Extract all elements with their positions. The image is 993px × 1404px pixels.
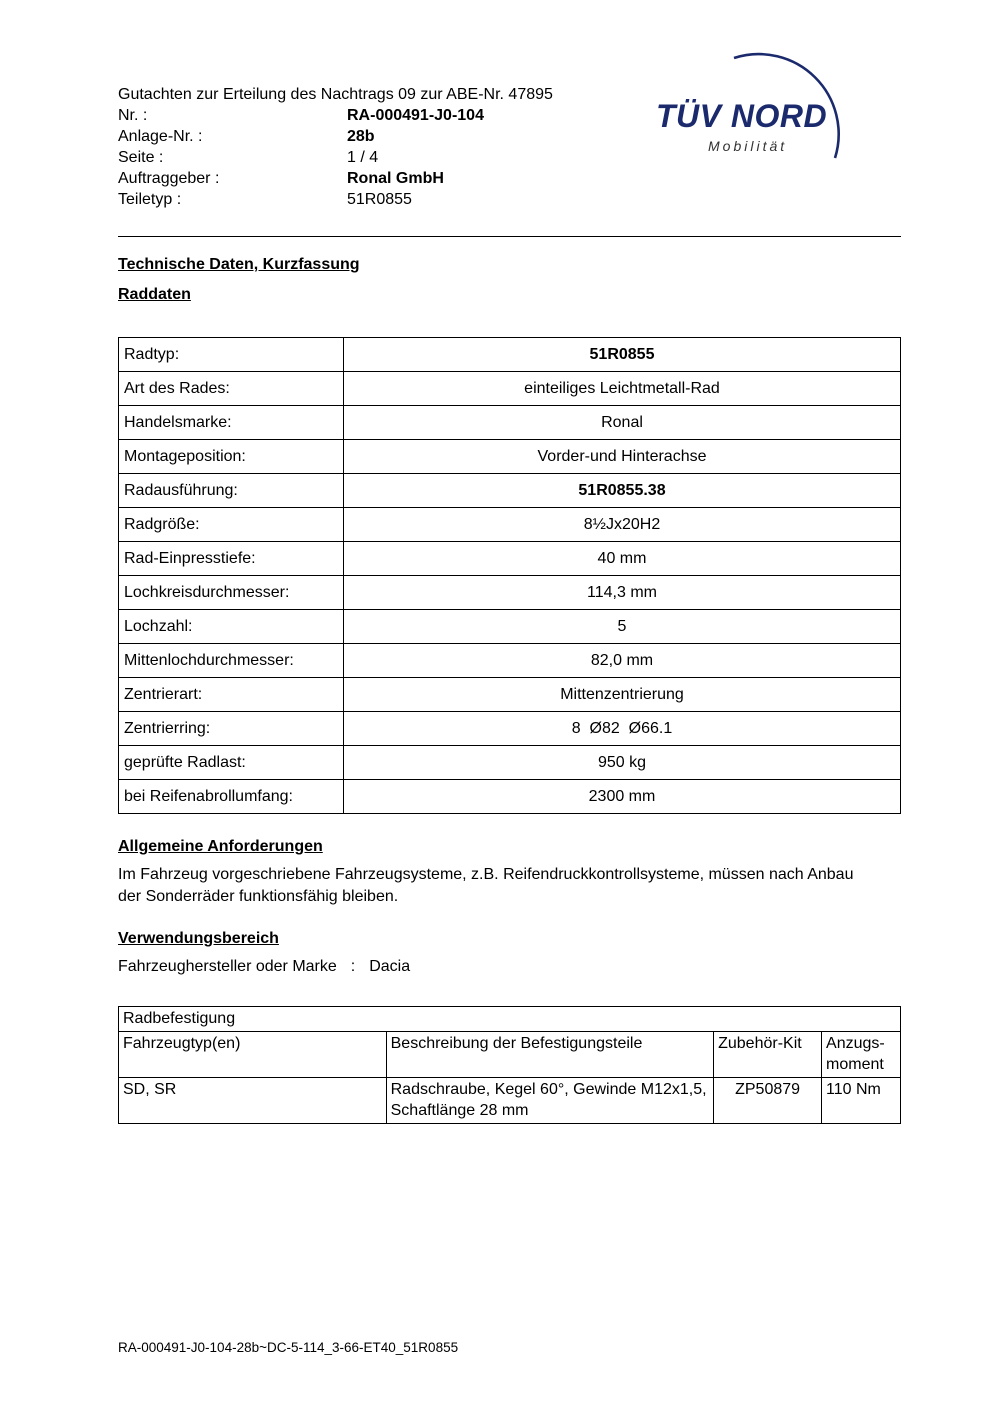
header-value-nr: RA-000491-J0-104 [347, 107, 484, 124]
verwendung-colon: : [350, 958, 356, 975]
raddaten-value: 8½Jx20H2 [344, 508, 901, 542]
heading-raddaten: Raddaten [118, 286, 191, 303]
raddaten-value: Vorder-und Hinterachse [344, 440, 901, 474]
raddaten-label: Radausführung: [119, 474, 344, 508]
radbefestigung-title: Radbefestigung [119, 1007, 901, 1032]
column-header-beschreibung: Beschreibung der Befestigungsteile [386, 1032, 713, 1078]
raddaten-label: Rad-Einpresstiefe: [119, 542, 344, 576]
header-label-auftraggeber: Auftraggeber : [118, 170, 220, 187]
raddaten-value: 5 [344, 610, 901, 644]
allgemeine-anforderungen-text: Im Fahrzeug vorgeschriebene Fahrzeugsysteme, z.B. Reifendruckkontrollsysteme, müssen nach Anbau der Sonderräder funktionsfähig bleiben. [118, 866, 854, 905]
raddaten-label: geprüfte Radlast: [119, 746, 344, 780]
heading-technische-daten: Technische Daten, Kurzfassung [118, 256, 360, 273]
table-row [119, 780, 901, 814]
verwendung-line [118, 958, 901, 976]
raddaten-label: Montageposition: [119, 440, 344, 474]
header-divider [118, 236, 901, 237]
header-label-nr: Nr. : [118, 107, 148, 124]
verwendung-label: Fahrzeughersteller oder Marke [118, 958, 337, 975]
raddaten-label: Mittenlochdurchmesser: [119, 644, 344, 678]
table-row [119, 440, 901, 474]
column-header-fahrzeugtyp: Fahrzeugtyp(en) [119, 1032, 387, 1078]
raddaten-table [118, 337, 901, 814]
table-row [119, 406, 901, 440]
raddaten-value: 51R0855 [344, 338, 901, 372]
raddaten-label: Radtyp: [119, 338, 344, 372]
cell-beschreibung: Radschraube, Kegel 60°, Gewinde M12x1,5, Schaftlänge 28 mm [386, 1078, 713, 1124]
table-row [119, 1007, 901, 1032]
raddaten-value: 950 kg [344, 746, 901, 780]
raddaten-value: 114,3 mm [344, 576, 901, 610]
column-header-zubehoer-kit: Zubehör-Kit [714, 1032, 822, 1078]
header-value-teiletyp: 51R0855 [347, 191, 412, 208]
raddaten-label: Lochzahl: [119, 610, 344, 644]
table-row [119, 746, 901, 780]
radbefestigung-table [118, 1006, 901, 1124]
document-title: Gutachten zur Erteilung des Nachtrags 09 zur ABE-Nr. 47895 [118, 86, 553, 103]
table-row [119, 542, 901, 576]
raddaten-label: Zentrierart: [119, 678, 344, 712]
table-row [119, 372, 901, 406]
header-value-anlage: 28b [347, 128, 375, 145]
table-row [119, 712, 901, 746]
table-row [119, 678, 901, 712]
logo-subtitle-text: Mobilität [708, 138, 788, 154]
table-row [119, 474, 901, 508]
raddaten-value: 82,0 mm [344, 644, 901, 678]
header-label-teiletyp: Teiletyp : [118, 191, 182, 208]
table-row [119, 338, 901, 372]
raddaten-label: bei Reifenabrollumfang: [119, 780, 344, 814]
table-row [119, 1078, 901, 1124]
raddaten-value: Ronal [344, 406, 901, 440]
table-row [119, 576, 901, 610]
column-header-anzugsmoment: Anzugs-moment [822, 1032, 901, 1078]
table-row [119, 610, 901, 644]
header-block [118, 84, 901, 210]
heading-allgemeine-anforderungen: Allgemeine Anforderungen [118, 838, 323, 855]
cell-fahrzeugtyp: SD, SR [119, 1078, 387, 1124]
cell-anzugsmoment: 110 Nm [822, 1078, 901, 1124]
page-content [118, 84, 901, 1124]
table-row [119, 1032, 901, 1078]
raddaten-label: Art des Rades: [119, 372, 344, 406]
verwendung-value: Dacia [369, 958, 411, 975]
raddaten-label: Lochkreisdurchmesser: [119, 576, 344, 610]
raddaten-value: 51R0855.38 [344, 474, 901, 508]
header-label-anlage: Anlage-Nr. : [118, 128, 203, 145]
raddaten-value: 2300 mm [344, 780, 901, 814]
raddaten-value: 40 mm [344, 542, 901, 576]
header-label-seite: Seite : [118, 149, 164, 166]
raddaten-label: Handelsmarke: [119, 406, 344, 440]
table-row [119, 644, 901, 678]
raddaten-label: Radgröße: [119, 508, 344, 542]
logo-brand-text: TÜV NORD [656, 98, 828, 134]
raddaten-value: einteiliges Leichtmetall-Rad [344, 372, 901, 406]
raddaten-label: Zentrierring: [119, 712, 344, 746]
footer-reference: RA-000491-J0-104-28b~DC-5-114_3-66-ET40_51R0855 [118, 1340, 459, 1355]
header-value-auftraggeber: Ronal GmbH [347, 170, 444, 187]
table-row [119, 508, 901, 542]
heading-verwendungsbereich: Verwendungsbereich [118, 930, 279, 947]
raddaten-value: Mittenzentrierung [344, 678, 901, 712]
header-value-seite: 1 / 4 [347, 149, 379, 166]
cell-zubehoer-kit: ZP50879 [714, 1078, 822, 1124]
raddaten-value: 8 Ø82 Ø66.1 [344, 712, 901, 746]
